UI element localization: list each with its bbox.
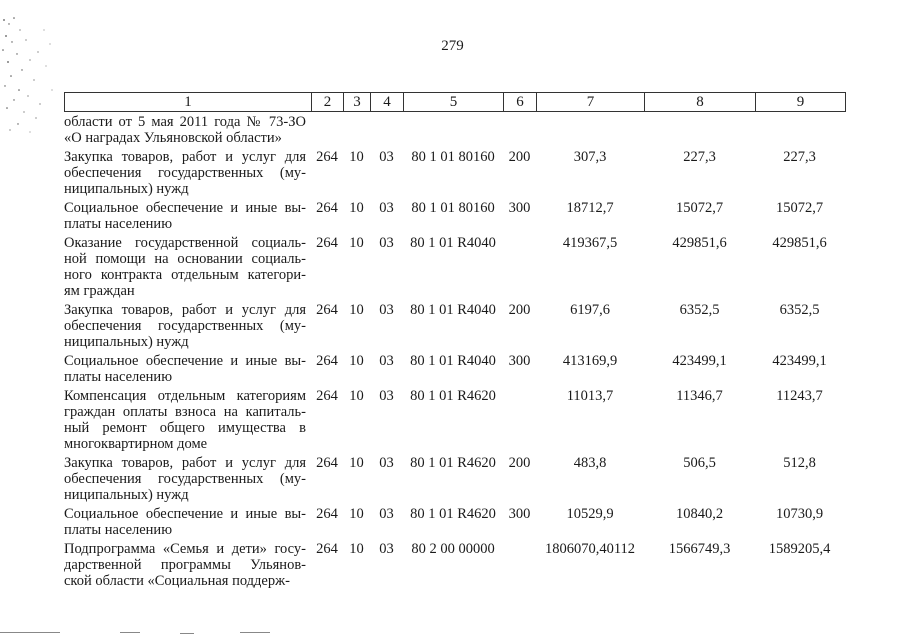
scan-speckle-noise [0, 0, 60, 140]
description-line: Социальное обеспечение и иные вы- [64, 353, 306, 369]
cell-c9: 1589205,4 [768, 541, 831, 557]
table-row [64, 302, 846, 350]
description-line: ный ремонт общего имущества в [64, 420, 306, 436]
cell-c3: 10 [349, 353, 364, 369]
cell-c2: 264 [316, 388, 338, 404]
description-line: ниципальных) нужд [64, 487, 189, 503]
cell-c8: 227,3 [683, 149, 716, 165]
column-header-9: 9 [796, 94, 805, 110]
table-header-row [64, 92, 846, 112]
description-line: ниципальных) нужд [64, 334, 189, 350]
cell-c3: 10 [349, 235, 364, 251]
description-line: дарственной программы Ульянов- [64, 557, 306, 573]
cell-c8: 11346,7 [676, 388, 723, 404]
cell-c4: 03 [379, 353, 394, 369]
description-line: Закупка товаров, работ и услуг для [64, 149, 306, 165]
description-line: области от 5 мая 2011 года № 73-ЗО [64, 114, 306, 130]
cell-c8: 6352,5 [679, 302, 720, 318]
description-line: ской области «Социальная поддерж- [64, 573, 290, 589]
cell-c9: 227,3 [783, 149, 816, 165]
description-line: Социальное обеспечение и иные вы- [64, 200, 306, 216]
cell-c6: 200 [508, 455, 531, 471]
cell-c7: 1806070,40112 [544, 541, 636, 557]
cell-c5: 80 1 01 R4620 [410, 388, 496, 404]
cell-c5: 80 1 01 R4620 [410, 506, 496, 522]
column-header-3: 3 [344, 93, 371, 111]
cell-c2: 264 [316, 541, 338, 557]
cell-c3: 10 [349, 506, 364, 522]
cell-c9: 6352,5 [779, 302, 820, 318]
row-description [64, 200, 306, 232]
cell-c8: 429851,6 [672, 235, 727, 251]
cell-c8: 1566749,3 [668, 541, 731, 557]
cell-c4: 03 [379, 455, 394, 471]
cell-c3: 10 [349, 149, 364, 165]
row-description [64, 302, 306, 350]
cell-c2: 264 [316, 302, 338, 318]
cell-c4: 03 [379, 541, 394, 557]
description-line: платы населению [64, 216, 173, 232]
cell-c5: 80 1 01 R4040 [410, 235, 496, 251]
description-line: ям граждан [64, 283, 135, 299]
cell-c4: 03 [379, 200, 394, 216]
cell-c6: 200 [508, 302, 531, 318]
description-line: обеспечения государственных (му- [64, 471, 306, 487]
cell-c4: 03 [379, 235, 394, 251]
cell-c3: 10 [349, 388, 364, 404]
cell-c7: 483,8 [573, 455, 607, 471]
row-description [64, 506, 306, 538]
bottom-scan-edge [0, 626, 905, 640]
cell-c3: 10 [349, 302, 364, 318]
cell-c4: 03 [379, 506, 394, 522]
table-row [64, 455, 846, 503]
cell-c9: 429851,6 [772, 235, 827, 251]
description-line: Оказание государственной социаль- [64, 235, 306, 251]
cell-c4: 03 [379, 149, 394, 165]
cell-c3: 10 [349, 541, 364, 557]
column-header-1: 1 [65, 93, 312, 111]
table-body [64, 114, 846, 592]
cell-c5: 80 1 01 80160 [411, 200, 495, 216]
cell-c2: 264 [316, 200, 338, 216]
table-row [64, 388, 846, 452]
row-description [64, 114, 306, 146]
cell-c8: 15072,7 [675, 200, 724, 216]
cell-c7: 6197,6 [570, 302, 610, 318]
cell-c8: 423499,1 [672, 353, 727, 369]
description-line: граждан оплаты взноса на капиталь- [64, 404, 306, 420]
cell-c6: 300 [508, 506, 531, 522]
row-description [64, 388, 306, 452]
cell-c8: 10840,2 [675, 506, 724, 522]
cell-c6: 300 [508, 200, 531, 216]
cell-c2: 264 [316, 455, 338, 471]
column-header-5: 5 [404, 93, 504, 111]
table-row [64, 353, 846, 385]
description-line: обеспечения государственных (му- [64, 165, 306, 181]
description-line: Закупка товаров, работ и услуг для [64, 302, 306, 318]
row-description [64, 353, 306, 385]
cell-c9: 11243,7 [776, 388, 823, 404]
row-description [64, 541, 306, 589]
description-line: обеспечения государственных (му- [64, 318, 306, 334]
cell-c7: 307,3 [573, 149, 607, 165]
cell-c3: 10 [349, 200, 364, 216]
table-row [64, 506, 846, 538]
cell-c5: 80 2 00 00000 [411, 541, 495, 557]
cell-c3: 10 [349, 455, 364, 471]
description-line: Социальное обеспечение и иные вы- [64, 506, 306, 522]
description-line: ного контракта отдельным категори- [64, 267, 306, 283]
table-row [64, 114, 846, 146]
cell-c8: 506,5 [683, 455, 716, 471]
cell-c2: 264 [316, 235, 338, 251]
cell-c5: 80 1 01 R4620 [410, 455, 496, 471]
column-header-2: 2 [312, 93, 344, 111]
description-line: платы населению [64, 369, 173, 385]
table-row [64, 200, 846, 232]
column-header-7: 7 [537, 93, 645, 111]
cell-c2: 264 [316, 506, 338, 522]
cell-c9: 15072,7 [775, 200, 824, 216]
description-line: Подпрограмма «Семья и дети» госу- [64, 541, 306, 557]
cell-c5: 80 1 01 R4040 [410, 353, 496, 369]
column-header-4: 4 [371, 93, 404, 111]
description-line: ной помощи на основании социаль- [64, 251, 306, 267]
cell-c7: 413169,9 [562, 353, 618, 369]
cell-c9: 10730,9 [775, 506, 824, 522]
cell-c5: 80 1 01 80160 [411, 149, 495, 165]
cell-c9: 512,8 [783, 455, 816, 471]
description-line: многоквартирном доме [64, 436, 208, 452]
table-row [64, 149, 846, 197]
table-row [64, 541, 846, 589]
cell-c9: 423499,1 [772, 353, 827, 369]
cell-c5: 80 1 01 R4040 [410, 302, 496, 318]
cell-c2: 264 [316, 149, 338, 165]
cell-c6: 300 [508, 353, 531, 369]
column-header-8: 8 [645, 93, 756, 111]
row-description [64, 149, 306, 197]
cell-c6: 200 [508, 149, 531, 165]
row-description [64, 235, 306, 299]
table-row [64, 235, 846, 299]
cell-c7: 419367,5 [562, 235, 618, 251]
cell-c7: 11013,7 [566, 388, 614, 404]
cell-c7: 10529,9 [566, 506, 614, 522]
description-line: платы населению [64, 522, 173, 538]
column-header-6: 6 [504, 93, 537, 111]
cell-c4: 03 [379, 388, 394, 404]
description-line: Закупка товаров, работ и услуг для [64, 455, 306, 471]
row-description [64, 455, 306, 503]
description-line: ниципальных) нужд [64, 181, 189, 197]
cell-c4: 03 [379, 302, 394, 318]
description-line: Компенсация отдельным категориям [64, 388, 306, 404]
cell-c2: 264 [316, 353, 338, 369]
description-line: «О наградах Ульяновской области» [64, 130, 282, 146]
cell-c7: 18712,7 [566, 200, 614, 216]
page-number: 279 [441, 38, 464, 54]
